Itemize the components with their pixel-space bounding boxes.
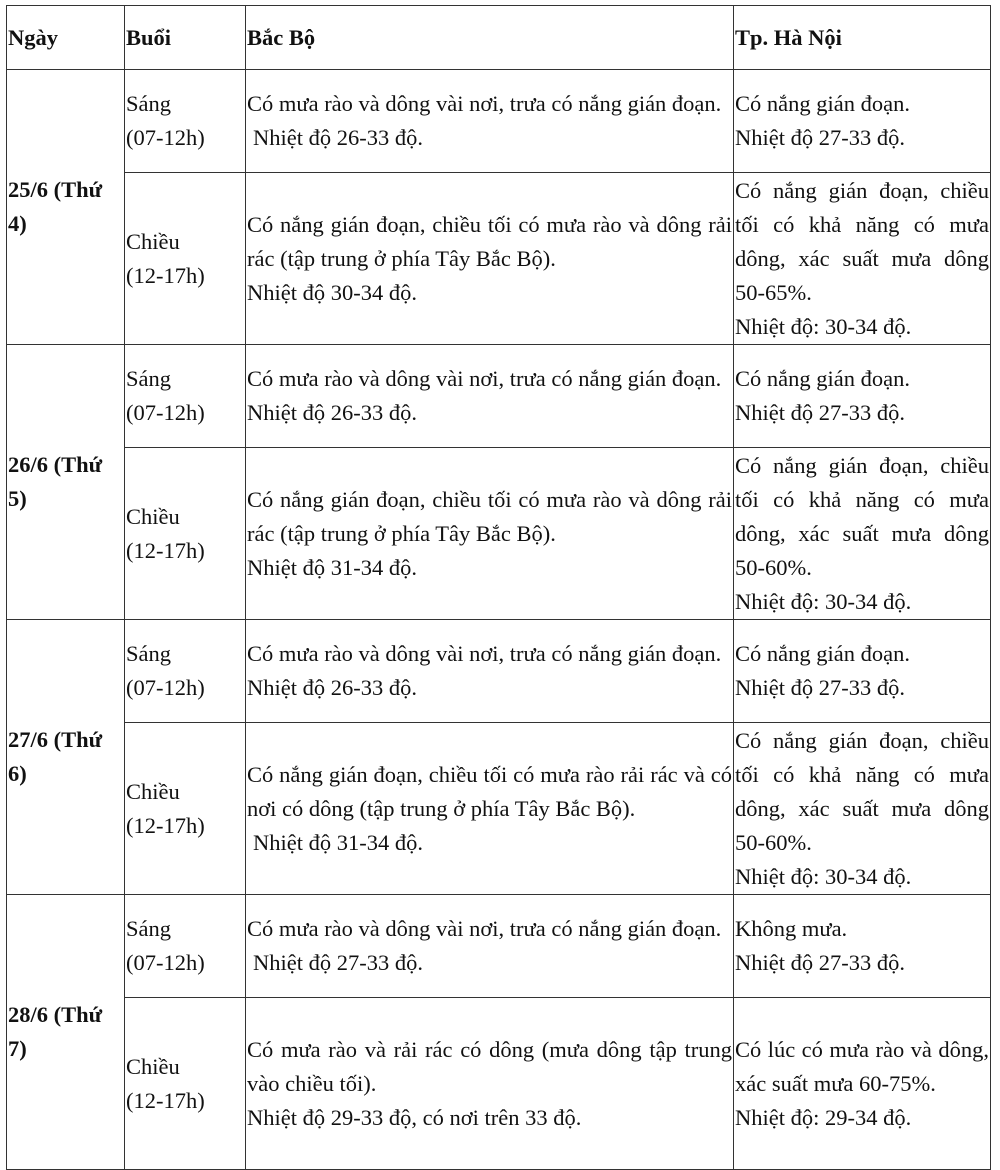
- ha-noi-temp: Nhiệt độ 27-33 độ.: [735, 125, 905, 150]
- header-session: Buổi: [125, 6, 246, 70]
- session-hours: (07-12h): [126, 125, 205, 150]
- ha-noi-text: Có nắng gián đoạn, chiều tối có khả năng có mưa dông, xác suất mưa dông 50-60%.: [735, 727, 989, 855]
- ha-noi-cell: [734, 173, 991, 345]
- ha-noi-text: Không mưa.: [735, 916, 848, 941]
- ha-noi-text: Có nắng gián đoạn, chiều tối có khả năng có mưa dông, xác suất mưa dông 50-60%.: [735, 452, 989, 580]
- bac-bo-temp: Nhiệt độ 26-33 độ.: [247, 675, 417, 700]
- ha-noi-cell: [734, 620, 991, 723]
- ha-noi-temp: Nhiệt độ: 30-34 độ.: [735, 863, 912, 889]
- table-row: [7, 70, 991, 173]
- session-cell: [125, 173, 246, 345]
- bac-bo-text: Có nắng gián đoạn, chiều tối có mưa rào rải rác và có nơi có dông (tập trung ở phía Tây Bắc Bộ).: [247, 761, 732, 821]
- bac-bo-temp: Nhiệt độ 26-33 độ.: [253, 125, 423, 150]
- header-day: Ngày: [7, 6, 125, 70]
- ha-noi-text: Có nắng gián đoạn, chiều tối có khả năng có mưa dông, xác suất mưa dông 50-65%.: [735, 177, 989, 305]
- table-row: [7, 448, 991, 620]
- day-cell: 26/6 (Thứ 5): [7, 345, 125, 620]
- bac-bo-temp: Nhiệt độ 30-34 độ.: [247, 279, 417, 305]
- day-cell: 28/6 (Thứ 7): [7, 895, 125, 1170]
- ha-noi-text: Có lúc có mưa rào và dông, xác suất mưa 60-75%.: [735, 1036, 989, 1096]
- header-row: [7, 6, 991, 70]
- bac-bo-cell: [246, 723, 734, 895]
- session-cell: [125, 345, 246, 448]
- bac-bo-text: Có mưa rào và rải rác có dông (mưa dông tập trung vào chiều tối).: [247, 1036, 732, 1096]
- session-cell: [125, 895, 246, 998]
- bac-bo-cell: [246, 345, 734, 448]
- bac-bo-temp: Nhiệt độ 31-34 độ.: [247, 554, 417, 580]
- ha-noi-cell: [734, 723, 991, 895]
- session-hours: (12-17h): [126, 537, 205, 563]
- table-row: [7, 173, 991, 345]
- session-name: Chiều: [126, 1053, 180, 1079]
- session-name: Chiều: [126, 228, 180, 254]
- table-row: [7, 620, 991, 723]
- bac-bo-cell: [246, 448, 734, 620]
- header-ha-noi: Tp. Hà Nội: [734, 6, 991, 70]
- session-cell: [125, 620, 246, 723]
- session-hours: (12-17h): [126, 812, 205, 838]
- session-cell: [125, 448, 246, 620]
- day-cell: 25/6 (Thứ 4): [7, 70, 125, 345]
- day-cell: 27/6 (Thứ 6): [7, 620, 125, 895]
- ha-noi-temp: Nhiệt độ 27-33 độ.: [735, 950, 905, 975]
- session-name: Sáng: [126, 366, 171, 391]
- table-row: [7, 998, 991, 1170]
- forecast-table-wrapper: [6, 5, 991, 1170]
- session-name: Sáng: [126, 916, 171, 941]
- ha-noi-cell: [734, 998, 991, 1170]
- ha-noi-temp: Nhiệt độ: 30-34 độ.: [735, 588, 912, 614]
- session-hours: (07-12h): [126, 950, 205, 975]
- session-hours: (07-12h): [126, 400, 205, 425]
- session-name: Sáng: [126, 91, 171, 116]
- weather-forecast-table: [6, 5, 991, 1170]
- ha-noi-cell: [734, 895, 991, 998]
- session-name: Chiều: [126, 778, 180, 804]
- session-hours: (12-17h): [126, 262, 205, 288]
- table-row: [7, 345, 991, 448]
- bac-bo-temp: Nhiệt độ 27-33 độ.: [253, 950, 423, 975]
- ha-noi-temp: Nhiệt độ: 30-34 độ.: [735, 313, 912, 339]
- session-cell: [125, 723, 246, 895]
- session-cell: [125, 998, 246, 1170]
- bac-bo-cell: [246, 998, 734, 1170]
- ha-noi-cell: [734, 345, 991, 448]
- bac-bo-cell: [246, 173, 734, 345]
- ha-noi-temp: Nhiệt độ 27-33 độ.: [735, 400, 905, 425]
- ha-noi-temp: Nhiệt độ 27-33 độ.: [735, 675, 905, 700]
- ha-noi-cell: [734, 70, 991, 173]
- header-bac-bo: Bắc Bộ: [246, 6, 734, 70]
- ha-noi-text: Có nắng gián đoạn.: [735, 366, 910, 391]
- bac-bo-temp: Nhiệt độ 29-33 độ, có nơi trên 33 độ.: [247, 1104, 582, 1130]
- table-row: [7, 723, 991, 895]
- bac-bo-cell: [246, 895, 734, 998]
- ha-noi-temp: Nhiệt độ: 29-34 độ.: [735, 1104, 912, 1130]
- bac-bo-text: Có mưa rào và dông vài nơi, trưa có nắng gián đoạn.: [247, 91, 722, 116]
- session-hours: (12-17h): [126, 1087, 205, 1113]
- bac-bo-text: Có mưa rào và dông vài nơi, trưa có nắng gián đoạn.: [247, 366, 722, 391]
- ha-noi-cell: [734, 448, 991, 620]
- bac-bo-temp: Nhiệt độ 26-33 độ.: [247, 400, 417, 425]
- session-hours: (07-12h): [126, 675, 205, 700]
- bac-bo-text: Có mưa rào và dông vài nơi, trưa có nắng gián đoạn.: [247, 916, 722, 941]
- table-row: [7, 895, 991, 998]
- bac-bo-cell: [246, 70, 734, 173]
- session-cell: [125, 70, 246, 173]
- ha-noi-text: Có nắng gián đoạn.: [735, 641, 910, 666]
- bac-bo-temp: Nhiệt độ 31-34 độ.: [253, 829, 423, 855]
- ha-noi-text: Có nắng gián đoạn.: [735, 91, 910, 116]
- bac-bo-text: Có nắng gián đoạn, chiều tối có mưa rào và dông rải rác (tập trung ở phía Tây Bắc Bộ).: [247, 211, 732, 271]
- bac-bo-cell: [246, 620, 734, 723]
- bac-bo-text: Có nắng gián đoạn, chiều tối có mưa rào và dông rải rác (tập trung ở phía Tây Bắc Bộ).: [247, 486, 732, 546]
- session-name: Chiều: [126, 503, 180, 529]
- session-name: Sáng: [126, 641, 171, 666]
- bac-bo-text: Có mưa rào và dông vài nơi, trưa có nắng gián đoạn.: [247, 641, 722, 666]
